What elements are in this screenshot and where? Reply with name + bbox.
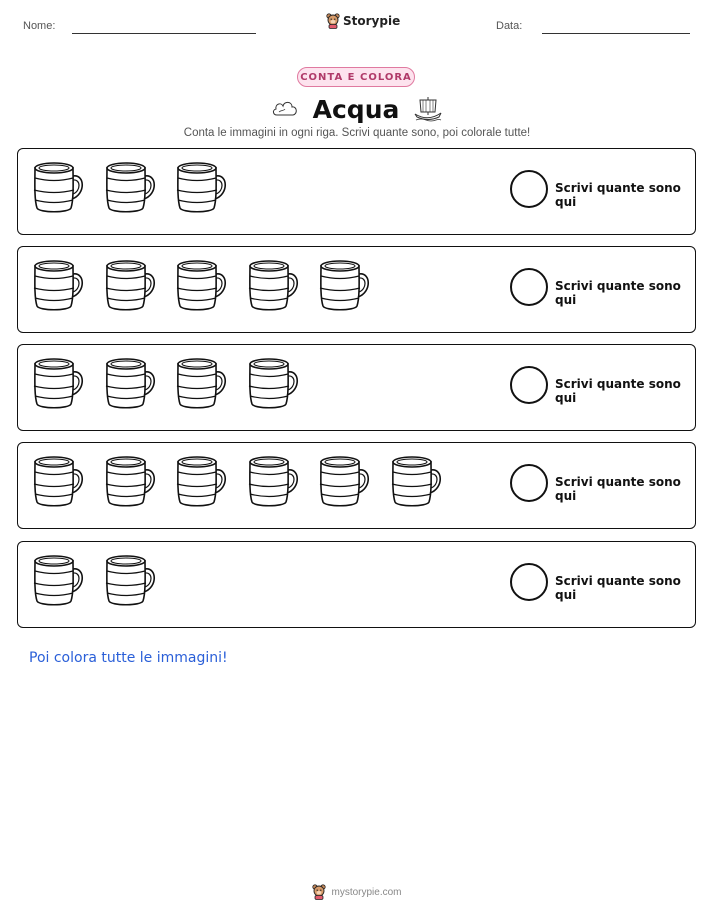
answer-label: Scrivi quante sono qui <box>555 574 681 602</box>
bear-mascot-icon <box>326 13 340 29</box>
mug-icon <box>101 159 159 217</box>
mug-icon <box>101 355 159 413</box>
answer-circle[interactable] <box>510 170 548 208</box>
mug-icon <box>29 355 87 413</box>
answer-circle[interactable] <box>510 464 548 502</box>
mug-icon <box>101 257 159 315</box>
cups-group <box>29 257 387 315</box>
answer-label: Scrivi quante sono qui <box>555 279 681 307</box>
mug-icon <box>172 355 230 413</box>
instructions-text: Conta le immagini in ogni riga. Scrivi quante sono, poi colorale tutte! <box>183 127 531 139</box>
mug-icon <box>101 552 159 610</box>
page-footer <box>0 884 714 900</box>
cups-group <box>29 453 458 511</box>
mug-icon <box>244 355 302 413</box>
title-row <box>0 92 714 126</box>
closing-note: Poi colora tutte le immagini! <box>29 650 228 666</box>
bear-mascot-icon <box>312 884 326 900</box>
cups-group <box>29 552 172 610</box>
mug-icon <box>172 159 230 217</box>
name-label: Nome: <box>23 20 56 32</box>
mug-icon <box>29 257 87 315</box>
counting-row <box>17 246 696 333</box>
cloud-icon <box>271 98 299 120</box>
mug-icon <box>172 257 230 315</box>
counting-row <box>17 344 696 431</box>
counting-row <box>17 541 696 628</box>
answer-label: Scrivi quante sono qui <box>555 181 681 209</box>
mug-icon <box>387 453 445 511</box>
date-label: Data: <box>496 20 523 32</box>
mug-icon <box>29 453 87 511</box>
mug-icon <box>172 453 230 511</box>
answer-label: Scrivi quante sono qui <box>555 377 681 405</box>
brand-name: Storypie <box>343 14 401 28</box>
mug-icon <box>101 453 159 511</box>
counting-row <box>17 148 696 235</box>
cups-group <box>29 355 315 413</box>
page-title: Acqua <box>312 94 400 124</box>
footer-url[interactable]: mystorypie.com <box>331 886 402 898</box>
answer-circle[interactable] <box>510 268 548 306</box>
mug-icon <box>244 257 302 315</box>
mug-icon <box>315 257 373 315</box>
mug-icon <box>29 159 87 217</box>
answer-label: Scrivi quante sono qui <box>555 475 681 503</box>
counting-row <box>17 442 696 529</box>
activity-badge: CONTA E COLORA <box>297 67 415 87</box>
brand-logo <box>326 13 400 29</box>
mug-icon <box>244 453 302 511</box>
mug-icon <box>29 552 87 610</box>
answer-circle[interactable] <box>510 366 548 404</box>
date-field-line[interactable] <box>542 33 690 34</box>
name-field-line[interactable] <box>72 33 256 34</box>
answer-circle[interactable] <box>510 563 548 601</box>
mug-icon <box>315 453 373 511</box>
worksheet-header <box>0 0 714 48</box>
cups-group <box>29 159 244 217</box>
ship-icon <box>413 95 443 123</box>
